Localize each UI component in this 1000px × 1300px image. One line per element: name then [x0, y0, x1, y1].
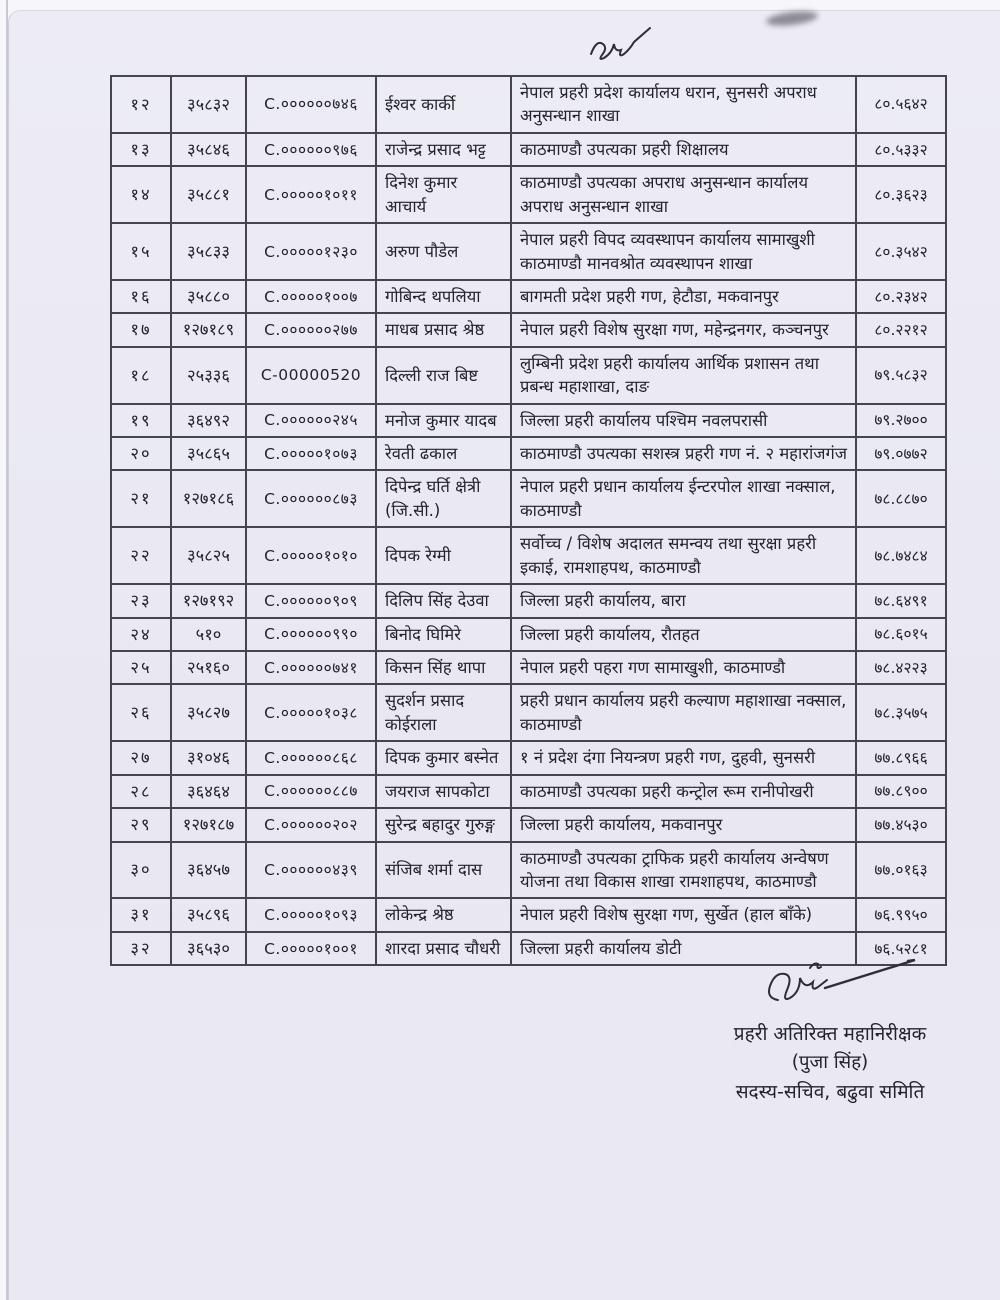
cell-regno: ३५८३२: [171, 76, 246, 133]
cell-sn: २८: [111, 775, 171, 808]
cell-office: नेपाल प्रहरी प्रदेश कार्यालय धरान, सुनसरी अपराध अनुसन्धान शाखा: [511, 76, 856, 133]
cell-name: ईश्वर कार्की: [376, 76, 511, 133]
table-row: [111, 166, 946, 223]
cell-sn: २१: [111, 470, 171, 527]
cell-regno: १२७१८६: [171, 470, 246, 527]
cell-name: गोबिन्द थपलिया: [376, 280, 511, 313]
cell-office: काठमाण्डौ उपत्यका प्रहरी कन्ट्रोल रूम रानीपोखरी: [511, 775, 856, 808]
table-row: [111, 842, 946, 899]
cell-code: C-00000520: [246, 347, 376, 404]
cell-score: ८०.३५४२: [856, 223, 946, 280]
cell-name: जयराज सापकोटा: [376, 775, 511, 808]
cell-code: C.०००००१०७३: [246, 437, 376, 470]
cell-regno: ३१०४६: [171, 741, 246, 774]
cell-regno: ३६४५७: [171, 842, 246, 899]
cell-office: नेपाल प्रहरी विशेष सुरक्षा गण, सुर्खेत (हाल बाँके): [511, 898, 856, 931]
cell-score: ८०.२२१२: [856, 313, 946, 346]
cell-code: C.०००००१२३०: [246, 223, 376, 280]
cell-name: संजिब शर्मा दास: [376, 842, 511, 899]
cell-office: जिल्ला प्रहरी कार्यालय, बारा: [511, 584, 856, 617]
cell-office: जिल्ला प्रहरी कार्यालय पश्चिम नवलपरासी: [511, 404, 856, 437]
cell-sn: १६: [111, 280, 171, 313]
cell-code: C.०००००१०३८: [246, 684, 376, 741]
cell-score: ७८.६०१५: [856, 618, 946, 651]
cell-code: C.०००००१०१०: [246, 527, 376, 584]
cell-code: C.००००००८६८: [246, 741, 376, 774]
signature-block: [690, 950, 970, 1108]
cell-office: सर्वोच्च / विशेष अदालत समन्वय तथा सुरक्षा प्रहरी इकाई, रामशाहपथ, काठमाण्डौ: [511, 527, 856, 584]
cell-name: माधब प्रसाद श्रेष्ठ: [376, 313, 511, 346]
cell-code: C.००००००९०९: [246, 584, 376, 617]
cell-office: नेपाल प्रहरी विशेष सुरक्षा गण, महेन्द्रनगर, कञ्चनपुर: [511, 313, 856, 346]
cell-office: प्रहरी प्रधान कार्यालय प्रहरी कल्याण महाशाखा नक्साल, काठमाण्डौ: [511, 684, 856, 741]
cell-sn: २६: [111, 684, 171, 741]
cell-score: ७७.८९००: [856, 775, 946, 808]
cell-score: ७८.८८७०: [856, 470, 946, 527]
table-row: [111, 898, 946, 931]
cell-name: दिल्ली राज बिष्ट: [376, 347, 511, 404]
cell-regno: ३५८२५: [171, 527, 246, 584]
cell-regno: २५३३६: [171, 347, 246, 404]
signature-name: (पुजा सिंह): [791, 1052, 869, 1074]
cell-regno: ३६४६४: [171, 775, 246, 808]
cell-code: C.०००००१००७: [246, 280, 376, 313]
cell-office: काठमाण्डौ उपत्यका ट्राफिक प्रहरी कार्यालय अन्वेषण योजना तथा विकास शाखा रामशाहपथ, काठमाण्डौ: [511, 842, 856, 899]
cell-code: C.००००००९९०: [246, 618, 376, 651]
cell-score: ७८.३५७५: [856, 684, 946, 741]
cell-name: मनोज कुमार यादब: [376, 404, 511, 437]
cell-score: ७९.२७००: [856, 404, 946, 437]
cell-regno: ३६५३०: [171, 932, 246, 965]
cell-name: दिपक कुमार बस्नेत: [376, 741, 511, 774]
cell-regno: ३५८८१: [171, 166, 246, 223]
cell-regno: ५१०: [171, 618, 246, 651]
signature-title: प्रहरी अतिरिक्त महानिरीक्षक: [733, 1023, 927, 1045]
table-row: [111, 404, 946, 437]
table-row: [111, 223, 946, 280]
cell-sn: १४: [111, 166, 171, 223]
cell-sn: १७: [111, 313, 171, 346]
cell-sn: २०: [111, 437, 171, 470]
cell-office: बागमती प्रदेश प्रहरी गण, हेटौडा, मकवानपुर: [511, 280, 856, 313]
cell-score: ८०.५६४२: [856, 76, 946, 133]
cell-name: रेवती ढकाल: [376, 437, 511, 470]
cell-regno: १२७१८९: [171, 313, 246, 346]
cell-name: राजेन्द्र प्रसाद भट्ट: [376, 133, 511, 166]
cell-score: ७७.०१६३: [856, 842, 946, 899]
cell-sn: १९: [111, 404, 171, 437]
cell-name: बिनोद घिमिरे: [376, 618, 511, 651]
cell-office: लुम्बिनी प्रदेश प्रहरी कार्यालय आर्थिक प्रशासन तथा प्रबन्ध महाशाखा, दाङ: [511, 347, 856, 404]
cell-sn: २४: [111, 618, 171, 651]
cell-sn: २७: [111, 741, 171, 774]
cell-office: काठमाण्डौ उपत्यका अपराध अनुसन्धान कार्यालय अपराध अनुसन्धान शाखा: [511, 166, 856, 223]
cell-name: दिपेन्द्र घर्ति क्षेत्री (जि.सी.): [376, 470, 511, 527]
cell-score: ७७.४५३०: [856, 808, 946, 841]
table-row: [111, 347, 946, 404]
scan-edge-line: [6, 0, 8, 1300]
cell-sn: १२: [111, 76, 171, 133]
cell-code: C.००००००९७६: [246, 133, 376, 166]
cell-name: अरुण पौडेल: [376, 223, 511, 280]
cell-office: नेपाल प्रहरी विपद व्यवस्थापन कार्यालय सामाखुशी काठमाण्डौ मानवश्रोत व्यवस्थापन शाखा: [511, 223, 856, 280]
cell-sn: १३: [111, 133, 171, 166]
cell-name: दिनेश कुमार आचार्य: [376, 166, 511, 223]
cell-regno: ३६४९२: [171, 404, 246, 437]
cell-score: ७८.६४९१: [856, 584, 946, 617]
cell-sn: ३०: [111, 842, 171, 899]
cell-regno: ३५८४६: [171, 133, 246, 166]
cell-name: किसन सिंह थापा: [376, 651, 511, 684]
table-row: [111, 437, 946, 470]
handwritten-initial-mark: [583, 22, 661, 66]
table-row: [111, 76, 946, 133]
cell-name: सुदर्शन प्रसाद कोईराला: [376, 684, 511, 741]
cell-sn: २३: [111, 584, 171, 617]
cell-regno: ३५८६५: [171, 437, 246, 470]
cell-code: C.००००००७४१: [246, 651, 376, 684]
cell-code: C.००००००२०२: [246, 808, 376, 841]
cell-code: C.००००००७४६: [246, 76, 376, 133]
cell-office: नेपाल प्रहरी प्रधान कार्यालय ईन्टरपोल शाखा नक्साल, काठमाण्डौ: [511, 470, 856, 527]
cell-code: C.००००००४३९: [246, 842, 376, 899]
cell-sn: २५: [111, 651, 171, 684]
promotion-table: [110, 75, 947, 966]
cell-score: ७६.९९५०: [856, 898, 946, 931]
cell-regno: १२७१९२: [171, 584, 246, 617]
cell-score: ७७.८९६६: [856, 741, 946, 774]
table-row: [111, 775, 946, 808]
table-row: [111, 280, 946, 313]
table-row: [111, 618, 946, 651]
roster-body: [111, 76, 946, 965]
cell-name: लोकेन्द्र श्रेष्ठ: [376, 898, 511, 931]
cell-score: ७९.०७७२: [856, 437, 946, 470]
table-row: [111, 808, 946, 841]
cell-regno: १२७१८७: [171, 808, 246, 841]
cell-sn: १८: [111, 347, 171, 404]
cell-code: C.०००००१०११: [246, 166, 376, 223]
cell-office: जिल्ला प्रहरी कार्यालय, मकवानपुर: [511, 808, 856, 841]
cell-score: ८०.३६२३: [856, 166, 946, 223]
cell-office: नेपाल प्रहरी पहरा गण सामाखुशी, काठमाण्डौ: [511, 651, 856, 684]
table-row: [111, 651, 946, 684]
cell-score: ८०.२३४२: [856, 280, 946, 313]
cell-code: C.००००००२४५: [246, 404, 376, 437]
cell-score: ७९.५८३२: [856, 347, 946, 404]
cell-score: ७८.७४८४: [856, 527, 946, 584]
cell-regno: ३५८३३: [171, 223, 246, 280]
cell-regno: २५१६०: [171, 651, 246, 684]
cell-sn: ३२: [111, 932, 171, 965]
cell-name: दिपक रेग्मी: [376, 527, 511, 584]
cell-office: जिल्ला प्रहरी कार्यालय, रौतहत: [511, 618, 856, 651]
table-row: [111, 741, 946, 774]
cell-regno: ३५८९६: [171, 898, 246, 931]
cell-name: सुरेन्द्र बहादुर गुरुङ्ग: [376, 808, 511, 841]
cell-sn: ३१: [111, 898, 171, 931]
cell-office: जिल्ला प्रहरी कार्यालय डोटी: [511, 932, 856, 965]
cell-code: C.००००००८७३: [246, 470, 376, 527]
cell-office: काठमाण्डौ उपत्यका सशस्त्र प्रहरी गण नं. २ महारांजगंज: [511, 437, 856, 470]
table-row: [111, 313, 946, 346]
cell-sn: १५: [111, 223, 171, 280]
table-row: [111, 133, 946, 166]
handwritten-signature: [730, 950, 930, 1020]
cell-office: काठमाण्डौ उपत्यका प्रहरी शिक्षालय: [511, 133, 856, 166]
table-row: [111, 584, 946, 617]
cell-code: C.०००००१००१: [246, 932, 376, 965]
cell-score: ७६.५२८१: [856, 932, 946, 965]
table-row: [111, 470, 946, 527]
cell-code: C.००००००२७७: [246, 313, 376, 346]
cell-score: ८०.५३३२: [856, 133, 946, 166]
cell-code: C.०००००१०९३: [246, 898, 376, 931]
cell-regno: ३५८८०: [171, 280, 246, 313]
cell-code: C.००००००८८७: [246, 775, 376, 808]
signature-role: सदस्य-सचिव, बढुवा समिति: [735, 1081, 925, 1104]
cell-regno: ३५८२७: [171, 684, 246, 741]
cell-sn: २२: [111, 527, 171, 584]
cell-sn: २९: [111, 808, 171, 841]
table-row: [111, 684, 946, 741]
cell-score: ७८.४२२३: [856, 651, 946, 684]
cell-name: शारदा प्रसाद चौधरी: [376, 932, 511, 965]
cell-name: दिलिप सिंह देउवा: [376, 584, 511, 617]
cell-office: १ नं प्रदेश दंगा नियन्त्रण प्रहरी गण, दुहवी, सुनसरी: [511, 741, 856, 774]
table-row: [111, 527, 946, 584]
